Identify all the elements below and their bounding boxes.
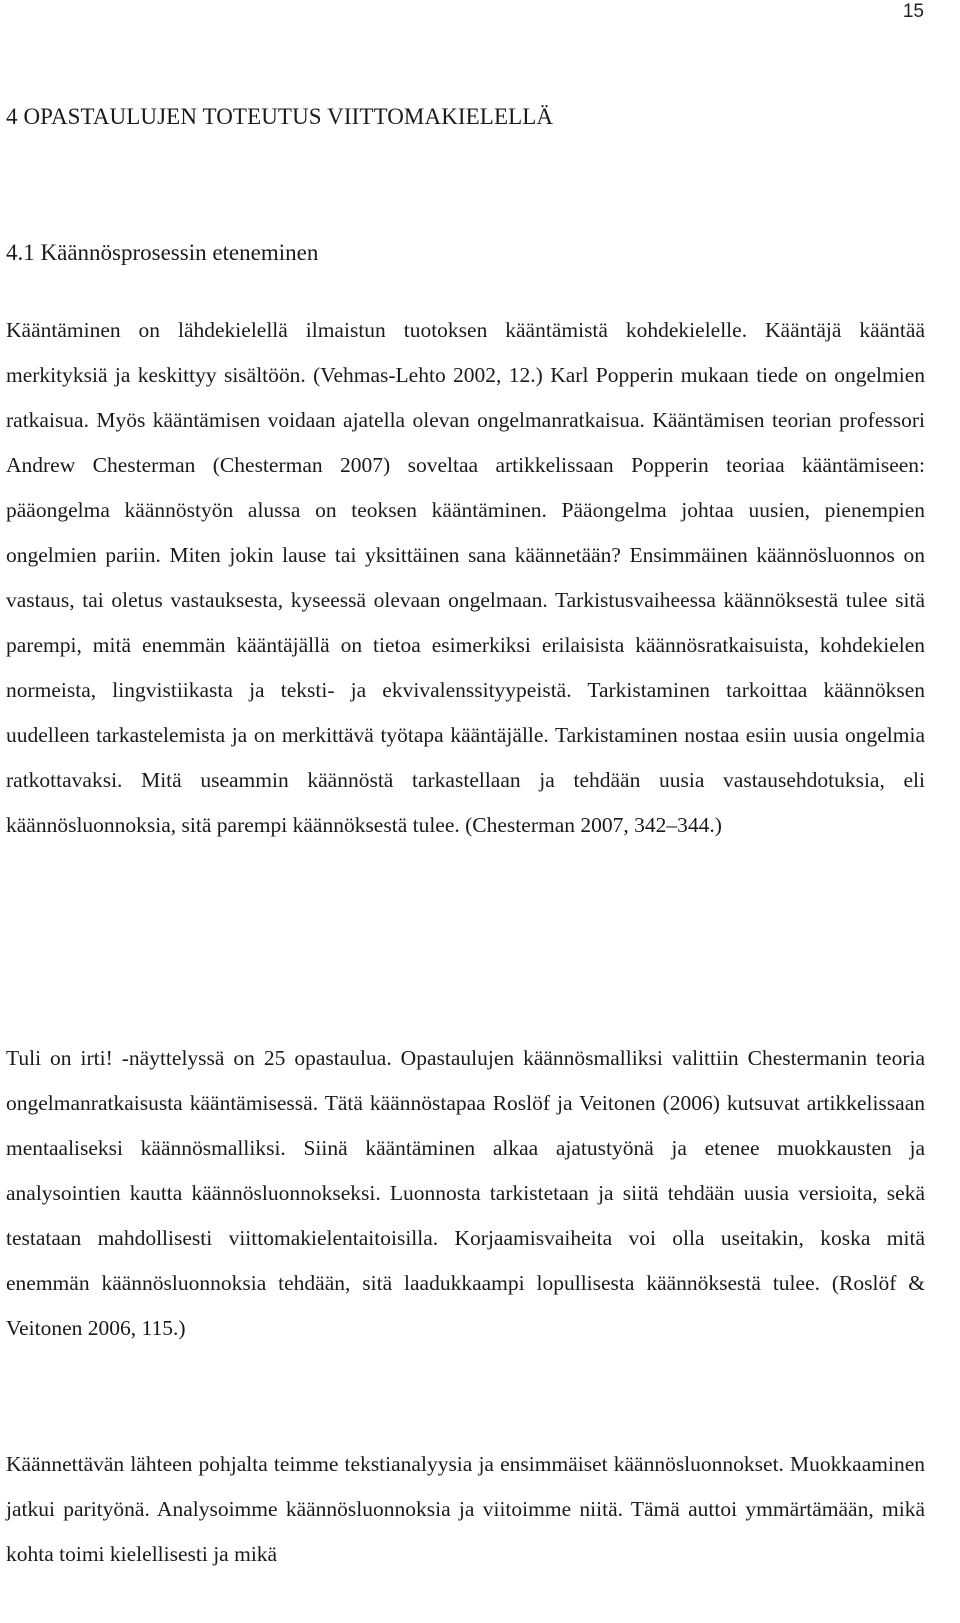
section-heading: 4.1 Käännösprosessin eteneminen [6,240,319,265]
body-paragraph: Käännettävän lähteen pohjalta teimme tekstianalyysia ja ensimmäiset käännösluonnokset. Muokkaaminen jatkui parityönä. Analysoimme käännösluonnoksia ja viitoimme niitä. Tämä auttoi ymmärtämään, mikä kohta toimi kielellisesti ja mikä [6,1452,925,1566]
body-paragraph: Kääntäminen on lähdekielellä ilmaistun tuotoksen kääntämistä kohdekielelle. Kääntäjä kääntää merkityksiä ja keskittyy sisältöön. (Vehmas-Lehto 2002, 12.) Karl Popperin mukaan tiede on ongelmien ratkaisua. Myös kääntämisen voidaan ajatella olevan ongelmanratkaisua. Kääntämisen teorian professori Andrew Chesterman (Chesterman 2007) soveltaa artikkelissaan Popperin teoriaa kääntämiseen: pääongelma käännöstyön alussa on teoksen kääntäminen. Pääongelma johtaa uusien, pienempien ongelmien pariin. Miten jokin lause tai yksittäinen sana käännetään? Ensimmäinen käännösluonnos on vastaus, tai oletus vastauksesta, kyseessä olevaan ongelmaan. Tarkistusvaiheessa käännöksestä tulee sitä parempi, mitä enemmän kääntäjällä on tietoa esimerkiksi erilaisista käännösratkaisuista, kohdekielen normeista, lingvistiikasta ja teksti- ja ekvivalenssityypeistä. Tarkistaminen tarkoittaa käännöksen uudelleen tarkastelemista ja on merkittävä työtapa kääntäjälle. Tarkistaminen nostaa esiin uusia ongelmia ratkottavaksi. Mitä useammin käännöstä tarkastellaan ja tehdään uusia vastausehdotuksia, eli käännösluonnoksia, sitä parempi käännöksestä tulee. (Chesterman 2007, 342–344.) [6,318,925,837]
chapter-heading: 4 OPASTAULUJEN TOTEUTUS VIITTOMAKIELELLÄ [6,104,554,129]
body-paragraph: Tuli on irti! -näyttelyssä on 25 opastaulua. Opastaulujen käännösmalliksi valittiin Chestermanin teoria ongelmanratkaisusta kääntämisessä. Tätä käännöstapaa Roslöf ja Veitonen (2006) kutsuvat artikkelissaan mentaaliseksi käännösmalliksi. Siinä kääntäminen alkaa ajatustyönä ja etenee muokkausten ja analysointien kautta käännösluonnokseksi. Luonnosta tarkistetaan ja siitä tehdään uusia versioita, sekä testataan mahdollisesti viittomakielentaitoisilla. Korjaamisvaiheita voi olla useitakin, koska mitä enemmän käännösluonnoksia tehdään, sitä laadukkaampi lopullisesta käännöksestä tulee. (Roslöf & Veitonen 2006, 115.) [6,1046,925,1340]
page-number: 15 [902,1,924,22]
